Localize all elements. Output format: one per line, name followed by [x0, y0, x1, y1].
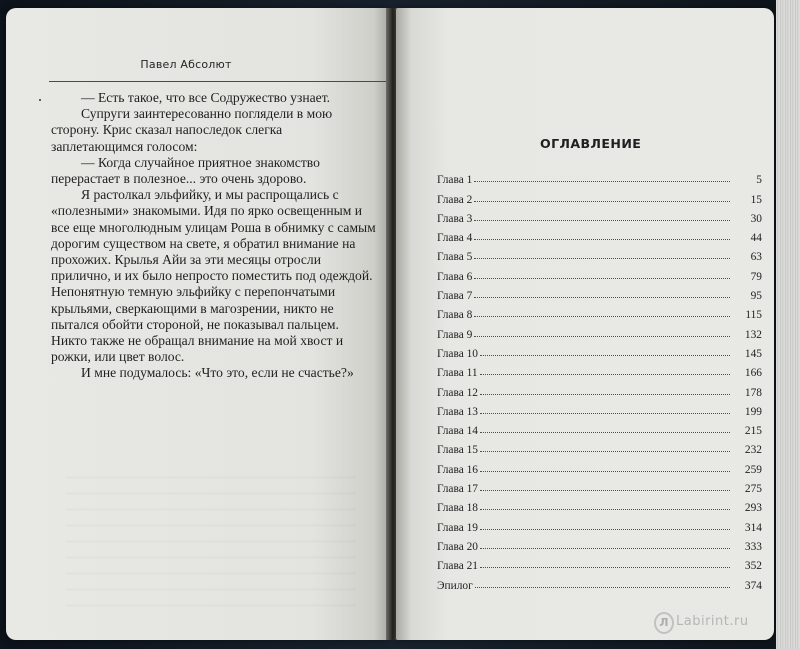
toc-entry	[437, 572, 762, 591]
toc-chapter-label: Глава 2	[437, 193, 473, 206]
toc-chapter-label: Глава 12	[437, 386, 478, 399]
toc-entry	[437, 167, 762, 186]
dot-leader	[474, 335, 730, 337]
toc-entry	[437, 514, 762, 533]
toc-chapter-label: Глава 9	[437, 328, 473, 341]
toc-page-number: 314	[744, 521, 762, 534]
toc-entry	[437, 206, 762, 225]
toc-entry	[437, 495, 762, 514]
header-divider	[49, 81, 386, 82]
toc-entry	[437, 283, 762, 302]
dot-leader	[480, 489, 730, 491]
toc-entry	[437, 341, 762, 360]
bleed-through-text	[66, 463, 356, 613]
toc-page-number: 374	[744, 579, 762, 592]
toc-chapter-label: Глава 15	[437, 444, 478, 457]
body-paragraph: Супруги заинтересованно поглядели в мою сторону. Крис сказал напоследок слегка заплетающимся голосом:	[51, 106, 333, 154]
toc-chapter-label: Глава 5	[437, 251, 473, 264]
toc-page-number: 215	[744, 425, 762, 438]
dot-leader	[474, 238, 730, 240]
toc-page-number: 293	[744, 502, 762, 515]
toc-entry	[437, 225, 762, 244]
toc-entry	[437, 534, 762, 553]
toc-entry	[437, 379, 762, 398]
toc-page-number: 352	[744, 560, 762, 573]
body-paragraph: — Есть такое, что все Содружество узнает.	[81, 90, 331, 105]
toc-chapter-label: Глава 4	[437, 232, 473, 245]
watermark-logo: Л	[654, 612, 674, 634]
dot-leader	[480, 508, 730, 510]
toc-page-number: 145	[744, 347, 762, 360]
toc-page-number: 63	[750, 251, 762, 264]
toc-page-number: 132	[744, 328, 762, 341]
toc-chapter-label: Эпилог	[437, 579, 473, 592]
dot-leader	[474, 296, 730, 298]
toc-entry	[437, 360, 762, 379]
watermark-text: Labirint.ru	[676, 614, 749, 629]
dot-leader	[474, 257, 730, 259]
table-of-contents	[437, 167, 762, 592]
toc-page-number: 5	[756, 174, 762, 187]
toc-page-number: 115	[745, 309, 762, 322]
dot-leader	[480, 373, 730, 375]
toc-page-number: 166	[744, 367, 762, 380]
toc-chapter-label: Глава 13	[437, 405, 478, 418]
dot-leader	[480, 470, 730, 472]
toc-entry	[437, 418, 762, 437]
toc-entry	[437, 244, 762, 263]
body-paragraph: Я растолкал эльфийку, и мы распрощались с «полезными» знакомыми. Идя по ярко освещенным и все еще многолюдным улицам Роша в обнимку с самым дорогим существом на свете, я обратил внимание на прохожих. Крылья Айи за эти месяцы отросли прилично, и их было непросто поместить под одеждой. Непонятную темную эльфийку с перепончатыми крыльями, сверкающими в магозрении, никто не пытался обойти стороной, не показывал пальцем. Никто также не обращал внимание на мой хвост и рожки, или цвет волос.	[51, 187, 376, 365]
left-page	[6, 8, 389, 640]
toc-page-number: 333	[744, 540, 762, 553]
running-header: Павел Абсолют	[140, 58, 232, 71]
dot-leader	[474, 200, 730, 202]
dot-leader	[480, 431, 730, 433]
toc-page-number: 259	[744, 463, 762, 476]
dot-leader	[480, 547, 730, 549]
toc-entry	[437, 321, 762, 340]
toc-page-number: 30	[750, 212, 762, 225]
toc-entry	[437, 437, 762, 456]
dot-leader	[474, 219, 730, 221]
toc-chapter-label: Глава 19	[437, 521, 478, 534]
page-edges	[776, 0, 800, 649]
toc-chapter-label: Глава 20	[437, 540, 478, 553]
toc-entry	[437, 476, 762, 495]
dot-leader	[475, 586, 730, 588]
dot-leader	[474, 277, 730, 279]
toc-chapter-label: Глава 16	[437, 463, 478, 476]
dot-leader	[480, 528, 730, 530]
toc-page-number: 79	[750, 270, 762, 283]
toc-chapter-label: Глава 7	[437, 290, 473, 303]
toc-entry	[437, 186, 762, 205]
toc-chapter-label: Глава 18	[437, 502, 478, 515]
toc-chapter-label: Глава 14	[437, 425, 478, 438]
toc-page-number: 232	[744, 444, 762, 457]
toc-entry	[437, 263, 762, 282]
toc-title: ОГЛАВЛЕНИЕ	[540, 136, 642, 151]
dot-leader	[480, 450, 730, 452]
dot-leader	[480, 566, 730, 568]
toc-chapter-label: Глава 1	[437, 174, 473, 187]
dot-leader	[474, 180, 730, 182]
toc-chapter-label: Глава 21	[437, 560, 478, 573]
toc-page-number: 275	[744, 483, 762, 496]
toc-chapter-label: Глава 17	[437, 483, 478, 496]
dot-leader	[480, 412, 730, 414]
dot-leader	[474, 315, 730, 317]
toc-page-number: 95	[750, 290, 762, 303]
dot-leader	[480, 393, 730, 395]
dot-leader	[480, 354, 730, 356]
toc-chapter-label: Глава 10	[437, 347, 478, 360]
toc-chapter-label: Глава 6	[437, 270, 473, 283]
toc-chapter-label: Глава 8	[437, 309, 473, 322]
toc-page-number: 15	[750, 193, 762, 206]
toc-entry	[437, 399, 762, 418]
body-paragraph: И мне подумалось: «Что это, если не счастье?»	[81, 365, 354, 381]
chapter-body-text	[51, 90, 376, 382]
toc-entry	[437, 302, 762, 321]
toc-page-number: 199	[744, 405, 762, 418]
toc-entry	[437, 456, 762, 475]
margin-dot	[39, 99, 41, 101]
toc-chapter-label: Глава 11	[437, 367, 478, 380]
toc-page-number: 44	[750, 232, 762, 245]
toc-chapter-label: Глава 3	[437, 212, 473, 225]
toc-page-number: 178	[744, 386, 762, 399]
toc-entry	[437, 553, 762, 572]
body-paragraph: — Когда случайное приятное знакомство перерастает в полезное... это очень здорово.	[51, 154, 320, 187]
